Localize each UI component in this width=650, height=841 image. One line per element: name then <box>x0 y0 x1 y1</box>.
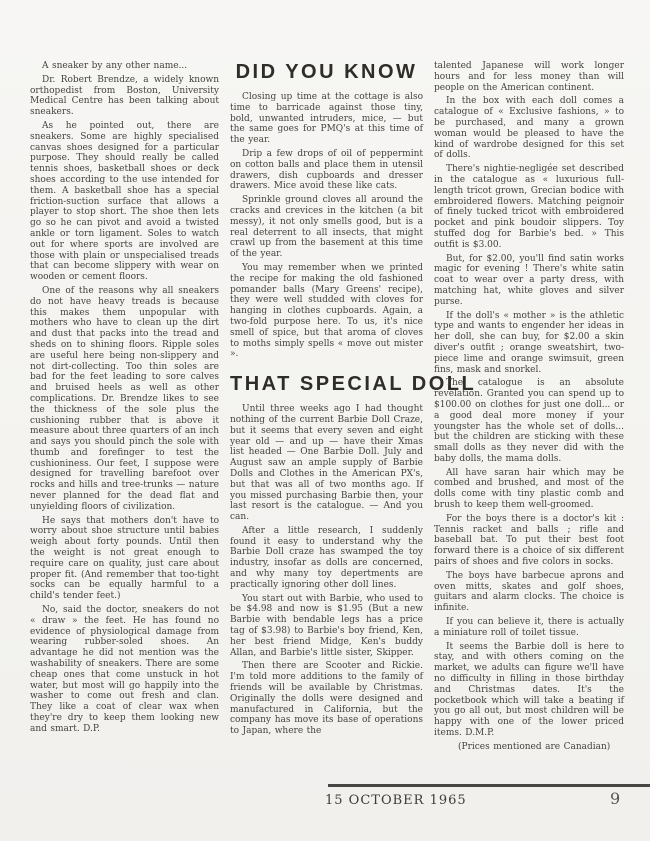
prices-note: (Prices mentioned are Canadian) <box>458 741 611 752</box>
paragraph: One of the reasons why all sneakers do not have heavy treads is because this makes them unpopular with mothers who have to clean up the dirt and dust that packs into the tread and sheds on to shining floors. Ripple soles are useful here being non-slippery and not dirt-collecting. Too thin soles are bad for the feet leading to sore calves and bruised heels as well as other complications. Dr. Brendze likes to see the thickness of the sole plus the cushioning rubber that is above it measure about three quarters of an inch and says you should pinch the sole with thumb and forefinger to test the cushioniness. Our feet, I suppose were designed for travelling barefoot over rocks and hills and tree-trunks — nature never planned for the dead flat and unyielding floors of civilization. <box>30 285 219 512</box>
three-column-layout <box>30 61 624 756</box>
paragraph: But, for $2.00, you'll find satin works magic for evening ! There's white satin coat to wear over a party dress, with matching hat, white gloves and silver purse. <box>434 253 624 307</box>
paragraph: The boys have barbecue aprons and oven mitts, skates and golf shoes, guitars and alarm clocks. The choice is infinite. <box>434 570 624 614</box>
paragraph: You may remember when we printed the recipe for making the old fashioned pomander balls (Mary Greens' recipe), they were well studded with cloves for hanging in clothes cupboards. Again, a two-fold purpose here. To us, it's nice smell of spice, but that aroma of cloves to moths simply spells « move out mister ». <box>230 262 423 360</box>
article-intro-line: A sneaker by any other name... <box>42 61 188 71</box>
paragraph: He says that mothers don't have to worry about shoe structure until babies weigh about forty pounds. Until then the weight is not great enough to require care on quality, just care about proper fit. (And remember that too-tight socks can be equally harmful to a child's tender feet.) <box>30 515 219 602</box>
paragraph: If the doll's « mother » is the athletic type and wants to engender her ideas in her doll, she can buy, for $2.00 a skin diver's outfit ; orange sweatshirt, two-piece lime and orange swimsuit, green fins, mask and snorkel. <box>434 310 624 375</box>
paragraph: You start out with Barbie, who used to be $4.98 and now is $1.95 (But a new Barbie with bendable legs has a price tag of $3.98) to Barbie's boy friend, Ken, her best friend Midge, Ken's buddy Allan, and Barbie's little sister, Skipper. <box>230 593 423 658</box>
paragraph: There's nightie-negligée set described in the catalogue as « luxurious full-length tricot grown, Grecian bodice with embroidered flowers. Matching peignoir of finely tucked tricot with embroidered pocket and pink boudoir slippers. Toy stuffed dog for Barbie's bed. » This outfit is $3.00. <box>434 164 624 250</box>
heading-did-you-know: DID YOU KNOW <box>235 61 418 83</box>
paragraph: For the boys there is a doctor's kit : Tennis racket and balls ; rifle and baseball bat. To put their best foot forward there is a choice of six different pairs of shoes and five colors in socks. <box>434 513 624 568</box>
column-middle <box>230 61 477 756</box>
footer-rule <box>328 784 650 787</box>
paragraph: It seems the Barbie doll is here to stay, and with others coming on the market, we adults can figure we'll have no difficulty in filling in those birthday and Christmas dates. It's the pocketbook which will take a beating if you go all out, but most children will be happy with one of the lower priced items. D.M.P. <box>434 641 624 739</box>
paragraph: All have saran hair which may be combed and brushed, and most of the dolls come with tiny plastic comb and brush to keep them well-groomed. <box>434 467 624 511</box>
column-left-sneaker-article <box>30 61 219 756</box>
paragraph: In the box with each doll comes a catalogue of « Exclusive fashions, » to be purchased, and many a grown woman would be pleased to have the kind of wardrobe designed for this set of dolls. <box>434 96 624 161</box>
paragraph: If you can believe it, there is actually a miniature roll of toilet tissue. <box>434 617 624 638</box>
paragraph: Closing up time at the cottage is also time to barricade against those tiny, bold, unwanted intruders, mice, — but the same goes for PMQ's at this time of the year. <box>230 92 423 146</box>
paragraph-continuation: talented Japanese will work longer hours and for less money than will people on the American continent. <box>434 61 624 93</box>
paragraph: Until three weeks ago I had thought nothing of the current Barbie Doll Craze, but it seems that every seven and eight year old — and up — have their Xmas list headed — One Barbie Doll. July and August saw an ample supply of Barbie Dolls and Clothes in the American PX's, but that was all of two months ago. If you missed purchasing Barbie then, your last resort is the catalogue. — And you can. <box>230 404 423 523</box>
page-number: 9 <box>610 789 621 808</box>
paragraph: As he pointed out, there are sneakers. Some are highly specialised canvas shoes designed for a particular purpose. They should really be called tennis shoes, basketball shoes or deck shoes according to the use intended for them. A basketball shoe has a special friction-suction surface that allows a player to stop short. The shoe then lets go so he can pivot and avoid a twisted ankle or torn ligament. Soles to watch out for where sports are involved are those with plain or unspecialised treads that can become slippery with wear on wooden or cement floors. <box>30 120 219 283</box>
paragraph: Sprinkle ground cloves all around the cracks and crevices in the kitchen (a bit messy), it not only smells good, but is a real deterrent to all insects, that might crawl up from the basement at this time of the year. <box>230 195 423 260</box>
paragraph: Then there are Scooter and Rickie. I'm told more additions to the family of friends will be available by Christmas. Originally the dolls were designed and manufactured in California, but the company has move its base of operations to Japan, where the <box>230 661 423 737</box>
paragraph: Dr. Robert Brendze, a widely known orthopedist from Boston, University Medical Centre has been talking about sneakers. <box>30 74 219 118</box>
heading-that-special-doll: THAT SPECIAL DOLL <box>230 373 477 396</box>
column-right-doll-article <box>434 61 624 756</box>
paragraph: After a little research, I suddenly found it easy to understand why the Barbie Doll craze has swamped the toy industry, insofar as dolls are concerned, and why many toy depertments are practically ignoring other doll lines. <box>230 525 423 590</box>
paragraph: Drip a few drops of oil of peppermint on cotton balls and place them in utensil drawers, dish cupboards and dresser drawers. Mice avoid these like cats. <box>230 148 423 192</box>
paragraph: The catalogue is an absolute revelation. Granted you can spend up to $100.00 on clothes for just one doll... or a good deal more money if your youngster has the whole set of dolls... but the children are sticking with these small dolls as they never did with the baby dolls, the mama dolls. <box>434 378 624 464</box>
issue-date: 15 OCTOBER 1965 <box>325 793 467 808</box>
paragraph: No, said the doctor, sneakers do not « draw » the feet. He has found no evidence of physiological damage from wearing rubber-soled shoes. An advantage he did not mention was the washability of sneakers. There are some cheap ones that come unstuck in hot water, but most will go happily into the washer to come out fresh and clan. They like a coat of clear wax when they're dry to keep them looking new and smart. D.P. <box>30 605 219 734</box>
